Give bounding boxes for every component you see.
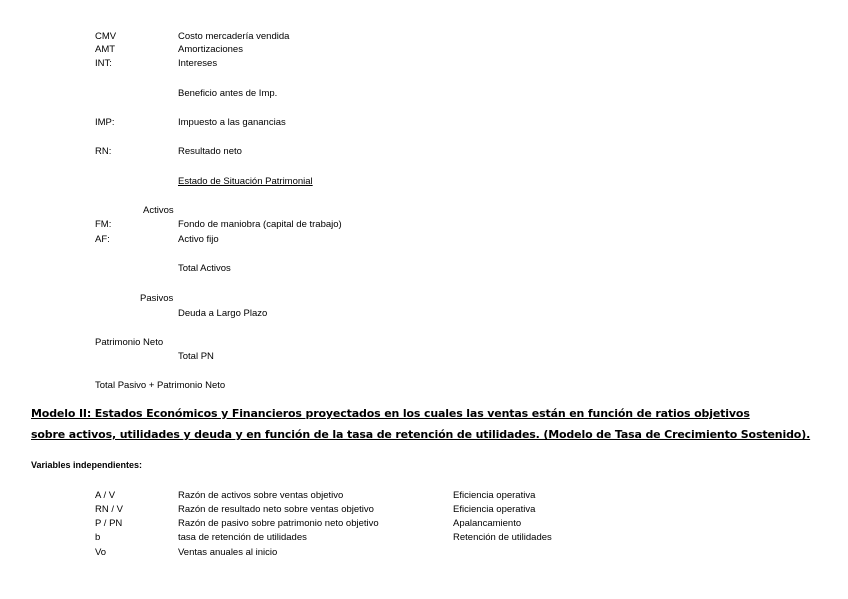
beneficio-label: Beneficio antes de Imp. <box>178 88 278 99</box>
variable-sym: A / V <box>95 490 116 501</box>
variable-sym: P / PN <box>95 518 123 529</box>
af-desc: Activo fijo <box>178 234 219 245</box>
variable-sym: RN / V <box>95 504 123 515</box>
activos-label: Activos <box>143 205 174 216</box>
total-pn-label: Total PN <box>178 351 214 362</box>
variable-desc: tasa de retención de utilidades <box>178 532 307 543</box>
rn-abbr: RN: <box>95 146 112 157</box>
def-desc-int: Intereses <box>178 58 218 69</box>
def-desc-amt: Amortizaciones <box>178 44 243 55</box>
patrimonio-neto-label: Patrimonio Neto <box>95 337 164 348</box>
estado-title: Estado de Situación Patrimonial <box>178 176 313 187</box>
fm-desc: Fondo de maniobra (capital de trabajo) <box>178 219 342 230</box>
imp-abbr: IMP: <box>95 117 115 128</box>
def-desc-cmv: Costo mercadería vendida <box>178 31 290 42</box>
variable-note: Retención de utilidades <box>453 532 552 543</box>
variable-note: Eficiencia operativa <box>453 490 536 501</box>
deuda-label: Deuda a Largo Plazo <box>178 308 268 319</box>
variable-desc: Ventas anuales al inicio <box>178 547 278 558</box>
fm-abbr: FM: <box>95 219 112 230</box>
def-abbr-int: INT: <box>95 58 112 69</box>
modelo-heading-line2: sobre activos, utilidades y deuda y en función de la tasa de retención de utilidades. (Modelo de Tasa de Crecimiento Sostenido). <box>31 428 811 441</box>
pasivos-label: Pasivos <box>140 293 174 304</box>
total-pasivo-pn-label: Total Pasivo + Patrimonio Neto <box>95 380 226 391</box>
variable-desc: Razón de pasivo sobre patrimonio neto objetivo <box>178 518 379 529</box>
variable-desc: Razón de resultado neto sobre ventas objetivo <box>178 504 374 515</box>
modelo-heading-line1: Modelo II: Estados Económicos y Financieros proyectados en los cuales las ventas están en función de ratios objetivos <box>31 407 750 420</box>
rn-desc: Resultado neto <box>178 146 242 157</box>
variable-sym: Vo <box>95 547 107 558</box>
imp-desc: Impuesto a las ganancias <box>178 117 286 128</box>
def-abbr-cmv: CMV <box>95 31 117 42</box>
variable-note: Eficiencia operativa <box>453 504 536 515</box>
variables-label: Variables independientes: <box>31 460 143 470</box>
af-abbr: AF: <box>95 234 110 245</box>
variable-sym: b <box>95 532 101 543</box>
variable-desc: Razón de activos sobre ventas objetivo <box>178 490 344 501</box>
def-abbr-amt: AMT <box>95 44 116 55</box>
variable-note: Apalancamiento <box>453 518 522 529</box>
total-activos-label: Total Activos <box>178 263 231 274</box>
